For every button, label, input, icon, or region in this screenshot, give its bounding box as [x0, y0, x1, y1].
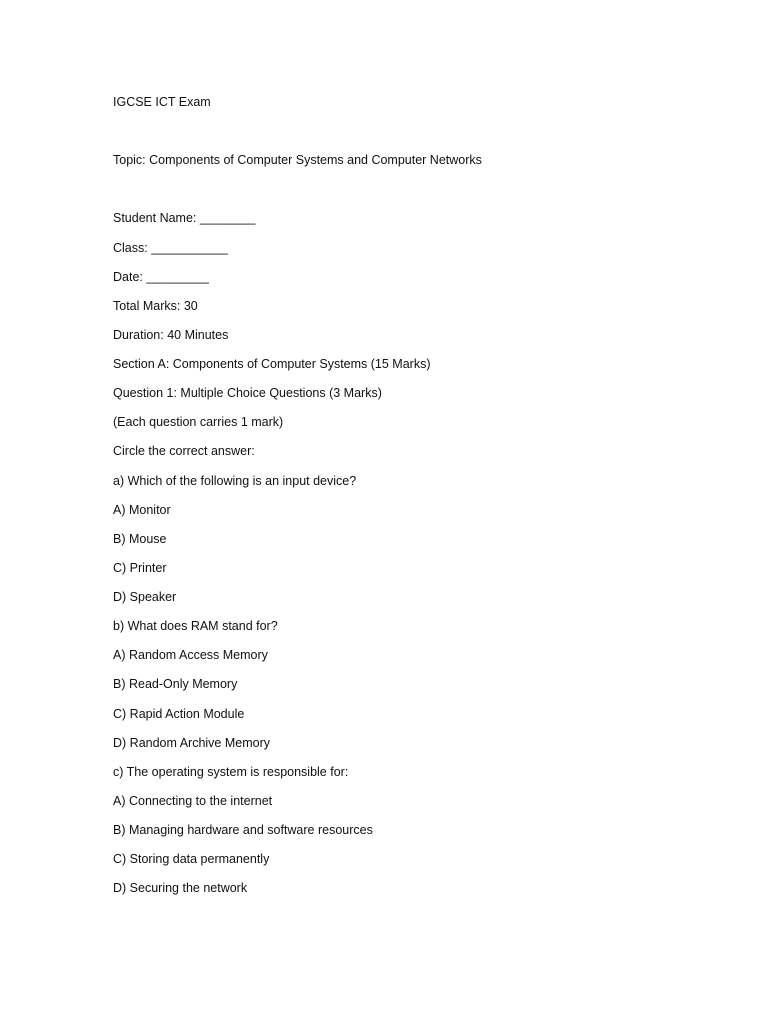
question-c-option-d: D) Securing the network: [113, 881, 248, 895]
question-a-option-b: B) Mouse: [113, 532, 167, 546]
question-a-text: a) Which of the following is an input device?: [113, 474, 357, 488]
instruction: Circle the correct answer:: [113, 444, 255, 458]
question-b-option-c: C) Rapid Action Module: [113, 707, 245, 721]
question-c-option-b: B) Managing hardware and software resources: [113, 823, 373, 837]
section-a-heading: Section A: Components of Computer Systems (15 Marks): [113, 357, 431, 371]
question-b-option-b: B) Read-Only Memory: [113, 677, 238, 691]
question-a-option-c: C) Printer: [113, 561, 167, 575]
class-field: Class: ___________: [113, 241, 228, 255]
question-a-option-a: A) Monitor: [113, 503, 171, 517]
duration: Duration: 40 Minutes: [113, 328, 229, 342]
question-a-option-d: D) Speaker: [113, 590, 177, 604]
total-marks: Total Marks: 30: [113, 299, 198, 313]
exam-title: IGCSE ICT Exam: [113, 95, 211, 109]
question-c-text: c) The operating system is responsible for:: [113, 765, 349, 779]
marks-note: (Each question carries 1 mark): [113, 415, 284, 429]
date-field: Date: _________: [113, 270, 209, 284]
exam-topic: Topic: Components of Computer Systems and Computer Networks: [113, 153, 482, 167]
question-1-heading: Question 1: Multiple Choice Questions (3 Marks): [113, 386, 382, 400]
question-b-option-a: A) Random Access Memory: [113, 648, 268, 662]
question-b-option-d: D) Random Archive Memory: [113, 736, 270, 750]
question-b-text: b) What does RAM stand for?: [113, 619, 278, 633]
question-c-option-c: C) Storing data permanently: [113, 852, 270, 866]
question-c-option-a: A) Connecting to the internet: [113, 794, 273, 808]
student-name-field: Student Name: ________: [113, 211, 256, 225]
